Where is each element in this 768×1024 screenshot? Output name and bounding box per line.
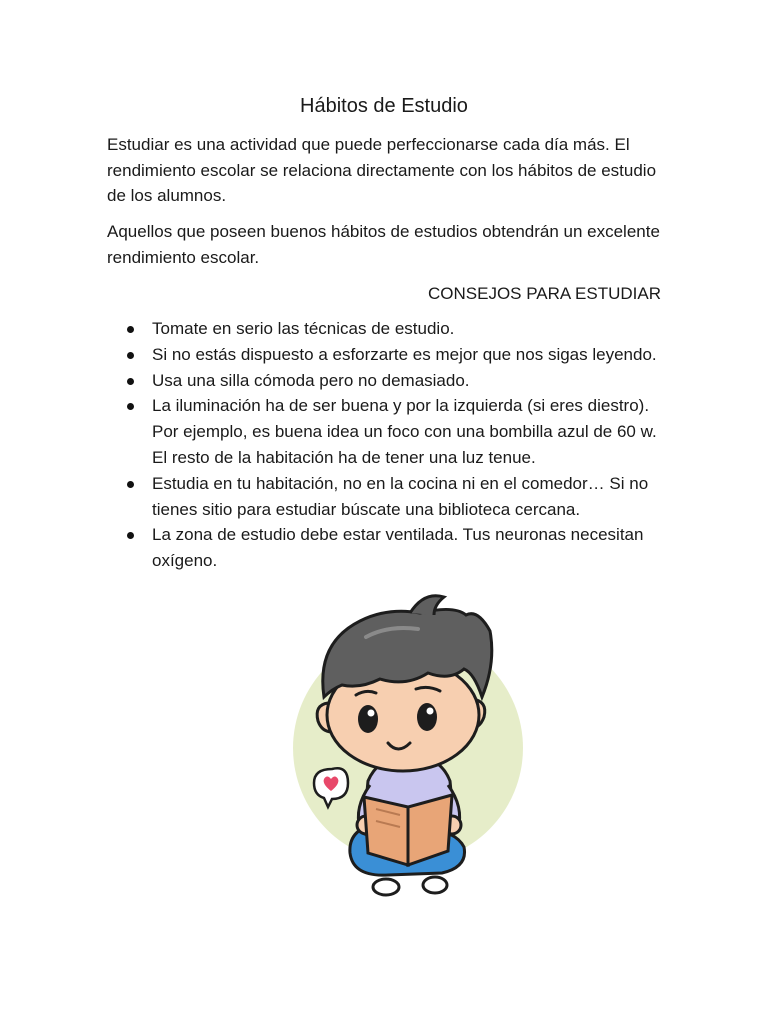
tip-text: Estudia en tu habitación, no en la cocina ni en el comedor… Si no tienes sitio para estudiar búscate una biblioteca cercana. <box>152 473 649 519</box>
eye <box>417 703 437 731</box>
eye <box>358 705 378 733</box>
tip-text: La zona de estudio debe estar ventilada. Tus neuronas necesitan oxígeno. <box>152 525 644 571</box>
document-title: Hábitos de Estudio <box>300 95 468 117</box>
tips-list-item <box>107 471 667 523</box>
bullet-icon <box>127 481 134 488</box>
shoe <box>423 877 447 893</box>
tip-text: Si no estás dispuesto a esforzarte es mejor que nos sigas leyendo. <box>152 344 657 364</box>
tips-list-item <box>107 393 667 470</box>
section-heading: CONSEJOS PARA ESTUDIAR <box>427 284 661 303</box>
tip-text: Usa una silla cómoda pero no demasiado. <box>152 370 470 390</box>
tip-text: La iluminación ha de ser buena y por la izquierda (si eres diestro). Por ejemplo, es buena idea un foco con una bombilla azul de 60 w. El resto de la habitación ha de tener una luz tenue. <box>152 396 657 467</box>
bullet-icon <box>127 532 134 539</box>
boy-reading-book-icon <box>228 585 578 930</box>
book <box>364 797 408 865</box>
intro-paragraph: Aquellos que poseen buenos hábitos de estudios obtendrán un excelente rendimiento escolar. <box>107 222 660 267</box>
bullet-icon <box>127 352 134 359</box>
tips-list-item <box>107 522 667 574</box>
bullet-icon <box>127 403 134 410</box>
tips-list-item <box>107 342 667 368</box>
shoe <box>373 879 399 895</box>
tips-list <box>107 316 667 574</box>
bullet-icon <box>127 326 134 333</box>
tip-text: Tomate en serio las técnicas de estudio. <box>152 319 455 338</box>
tips-list-item <box>107 316 667 342</box>
tips-list-item <box>107 368 667 394</box>
intro-paragraph: Estudiar es una actividad que puede perfeccionarse cada día más. El rendimiento escolar se relaciona directamente con los hábitos de estudio de los alumnos. <box>107 135 657 205</box>
bullet-icon <box>127 378 134 385</box>
